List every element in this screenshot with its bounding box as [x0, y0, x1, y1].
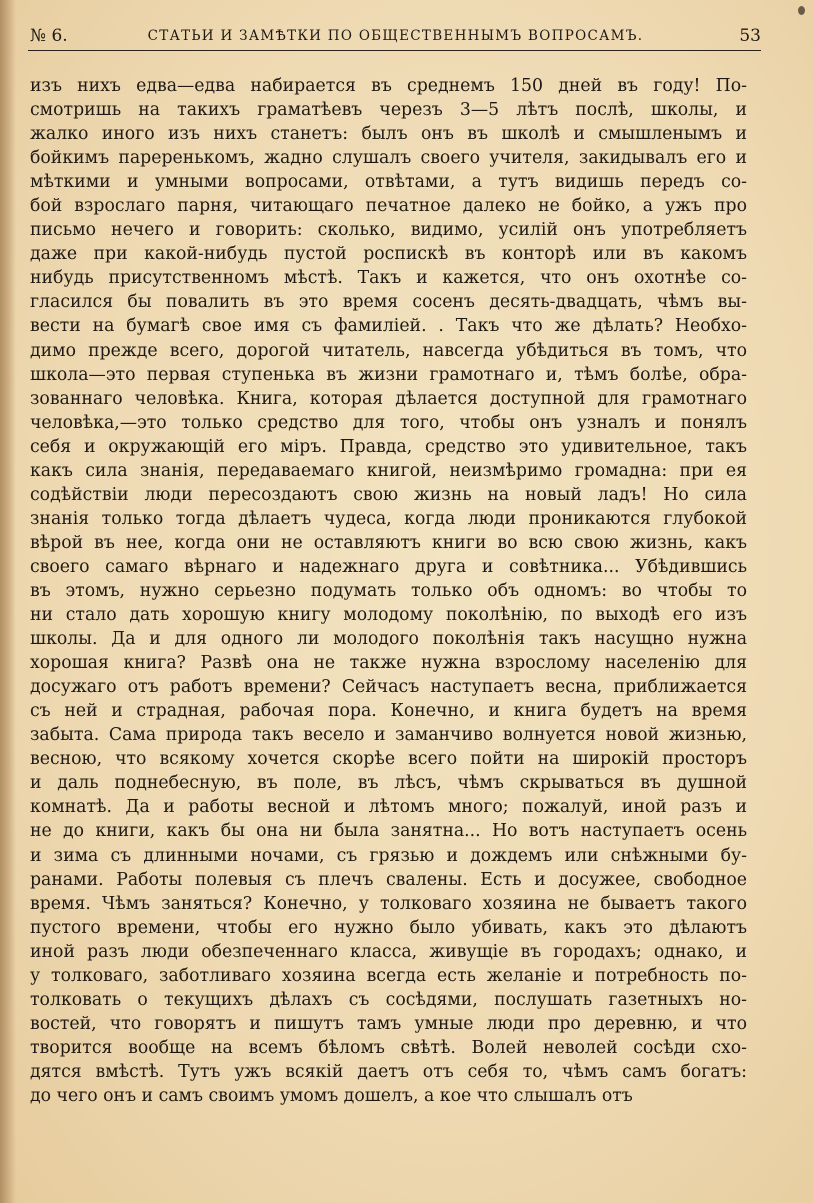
- text-line: востей, что говорятъ и пишутъ тамъ умные люди про деревню, и что: [30, 1013, 747, 1034]
- text-line: не до книги, какъ бы она ни была занятна... Но вотъ наступаетъ осень: [30, 821, 747, 842]
- text-line: ранами. Работы полевыя съ плечъ свалены. Есть и досужее, свободное: [30, 869, 747, 890]
- text-line: димо прежде всего, дорогой читатель, навсегда убѣдиться въ томъ, что: [30, 340, 747, 361]
- text-line: зованнаго человѣка. Книга, которая дѣлается доступной для грамотнаго: [30, 388, 747, 409]
- text-line: до чего онъ и самъ своимъ умомъ дошелъ, а кое что слышалъ отъ: [30, 1085, 633, 1106]
- text-line: какъ сила знанія, передаваемаго книгой, неизмѣримо громадна: при ея: [30, 460, 747, 481]
- section-title: СТАТЬИ И ЗАМѢТКИ ПО ОБЩЕСТВЕННЫМЪ ВОПРОСАМЪ.: [147, 28, 644, 44]
- text-line: въ этомъ, нужно серьезно подумать только объ одномъ: во чтобы то: [30, 580, 747, 601]
- text-line: хорошая книга? Развѣ она не также нужна взрослому населенію для: [30, 653, 747, 674]
- text-line: иной разъ люди обезпеченнаго класса, живущіе въ городахъ; однако, и: [30, 941, 747, 962]
- text-line: нибудь присутственномъ мѣстѣ. Такъ и кажется, что онъ охотнѣе со-: [30, 268, 747, 289]
- text-line: школы. Да и для одного ли молодого поколѣнія такъ насущно нужна: [30, 629, 747, 650]
- text-line: вѣрой въ нее, когда они не оставляютъ книги во всю свою жизнь, какъ: [30, 532, 747, 553]
- text-line: и даль поднебесную, въ поле, въ лѣсъ, чѣмъ скрываться въ душной: [30, 773, 747, 794]
- body-text: [30, 74, 747, 1108]
- text-line: дятся вмѣстѣ. Тутъ ужъ всякій даетъ отъ себя то, чѣмъ самъ богатъ:: [30, 1061, 747, 1082]
- text-line: и зима съ длинными ночами, съ грязью и дождемъ или снѣжными бу-: [30, 845, 747, 866]
- text-line: человѣка,—это только средство для того, чтобы онъ узналъ и понялъ: [30, 412, 747, 433]
- text-line: ни стало дать хорошую книгу молодому поколѣнію, по выходѣ его изъ: [30, 605, 747, 626]
- text-line: даже при какой-нибудь пустой роспискѣ въ конторѣ или въ какомъ: [30, 244, 747, 265]
- text-line: знанія только тогда дѣлаетъ чудеса, когда люди проникаются глубокой: [30, 508, 747, 529]
- text-line: пустого времени, чтобы его нужно было убивать, какъ это дѣлаютъ: [30, 917, 747, 938]
- text-line: изъ нихъ едва—едва набирается въ среднемъ 150 дней въ году! По-: [30, 76, 747, 96]
- running-header: [30, 22, 761, 50]
- text-line: письмо нечего и говорить: сколько, видимо, усилій онъ употребляетъ: [30, 220, 747, 241]
- ink-spot: [798, 6, 805, 15]
- issue-number: № 6.: [30, 26, 68, 46]
- page-number: 53: [739, 26, 761, 46]
- text-line: творится вообще на всемъ бѣломъ свѣтѣ. Волей неволей сосѣди схо-: [30, 1037, 747, 1058]
- text-line: смотришь на такихъ граматѣевъ черезъ 3—5 лѣтъ послѣ, школы, и: [30, 100, 747, 121]
- text-line: себя и окружающій его міръ. Правда, средство это удивительное, такъ: [30, 436, 747, 457]
- text-line: вести на бумагѣ свое имя съ фамиліей. . Такъ что же дѣлать? Необхо-: [30, 316, 747, 337]
- text-line: комнатѣ. Да и работы весной и лѣтомъ много; пожалуй, иной разъ и: [30, 797, 747, 818]
- header-rule: [28, 50, 761, 51]
- text-line: гласился бы повалить въ это время сосенъ десять-двадцать, чѣмъ вы-: [30, 292, 747, 313]
- text-line: время. Чѣмъ заняться? Конечно, у толковаго хозяина не бываетъ такого: [30, 893, 747, 914]
- text-line: досужаго отъ работъ времени? Сейчасъ наступаетъ весна, приближается: [30, 677, 747, 698]
- text-line: бой взрослаго парня, читающаго печатное далеко не бойко, а ужъ про: [30, 196, 747, 217]
- text-line: мѣткими и умными вопросами, отвѣтами, а тутъ видишь передъ со-: [30, 172, 747, 193]
- page-edge-shadow: [0, 0, 16, 1203]
- text-line: содѣйствіи люди пересоздаютъ свою жизнь на новый ладъ! Но сила: [30, 484, 747, 505]
- text-line: забыта. Сама природа такъ весело и заманчиво волнуется новой жизнью,: [30, 725, 747, 746]
- text-line: своего самаго вѣрнаго и надежнаго друга и совѣтника... Убѣдившись: [30, 556, 747, 577]
- text-line: жалко иного изъ нихъ станетъ: былъ онъ въ школѣ и смышленымъ и: [30, 124, 747, 145]
- text-line: весною, что всякому хочется скорѣе всего пойти на широкій просторъ: [30, 749, 747, 770]
- text-line: съ ней и страдная, рабочая пора. Конечно, и книга будетъ на время: [30, 701, 747, 722]
- text-line: у толковаго, заботливаго хозяина всегда есть желаніе и потребность по-: [30, 965, 747, 986]
- text-line: толковать о текущихъ дѣлахъ съ сосѣдями, послушать газетныхъ но-: [30, 989, 747, 1010]
- text-line: школа—это первая ступенька въ жизни грамотнаго и, тѣмъ болѣе, обра-: [30, 364, 747, 385]
- text-line: бойкимъ пареренькомъ, жадно слушалъ своего учителя, закидывалъ его и: [30, 148, 747, 169]
